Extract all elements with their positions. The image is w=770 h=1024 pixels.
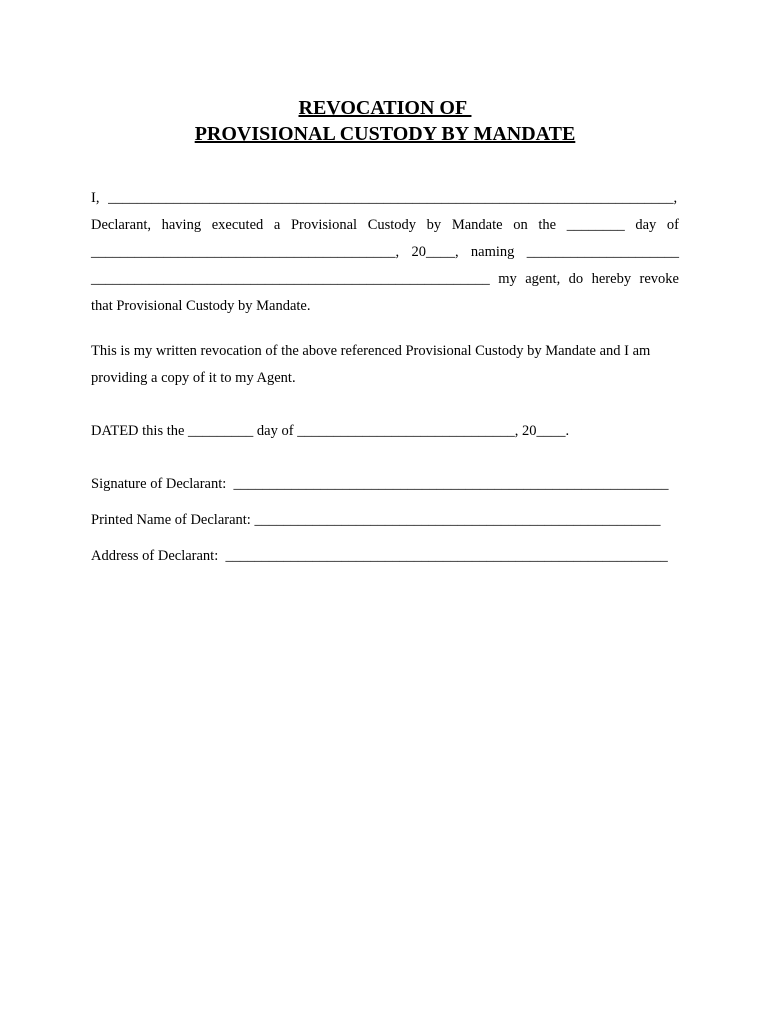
execution-day-blank: ________ [566, 217, 625, 233]
execution-month-blank: __________________________________________, [91, 244, 400, 260]
word: Custody [367, 217, 417, 233]
declarant-intro: I, [91, 190, 100, 206]
word: the [538, 217, 557, 233]
word: Declarant, [91, 217, 151, 233]
document-title-line-2: PROVISIONAL CUSTODY BY MANDATE [194, 123, 576, 145]
word: naming [470, 244, 515, 260]
word: hereby [591, 271, 632, 287]
printed-name-line: Printed Name of Declarant: ________________________________________________________ [91, 512, 661, 528]
word: on [513, 217, 528, 233]
paragraph2-line2: providing a copy of it to my Agent. [91, 370, 296, 386]
document-title-line-1: REVOCATION OF [298, 97, 472, 119]
address-line: Address of Declarant: _____________________________________________________________ [91, 548, 668, 564]
word: executed [211, 217, 264, 233]
word: Provisional [290, 217, 358, 233]
declarant-name-blank: ______________________________________________________________________________, [108, 190, 678, 206]
paragraph1-line2 [91, 216, 679, 234]
word: Mandate [451, 217, 503, 233]
word: of [666, 217, 679, 233]
dated-line: DATED this the _________ day of ______________________________, 20____. [91, 423, 570, 439]
paragraph1-line4 [91, 270, 679, 288]
word: having [161, 217, 202, 233]
paragraph1-line5: that Provisional Custody by Mandate. [91, 298, 311, 314]
word: by [426, 217, 442, 233]
word: a [273, 217, 281, 233]
signature-line: Signature of Declarant: ____________________________________________________________ [91, 476, 669, 492]
word: do [568, 271, 584, 287]
word: agent, [525, 271, 561, 287]
agent-name-blank-continued: _______________________________________________________ [91, 271, 490, 287]
agent-name-blank: _____________________ [526, 244, 679, 260]
paragraph1-line3 [91, 243, 679, 261]
word: my [498, 271, 517, 287]
execution-year-blank: 20____, [411, 244, 459, 260]
word: revoke [639, 271, 679, 287]
paragraph2-line1: This is my written revocation of the above referenced Provisional Custody by Mandate and I am [91, 343, 651, 359]
word: day [635, 217, 657, 233]
